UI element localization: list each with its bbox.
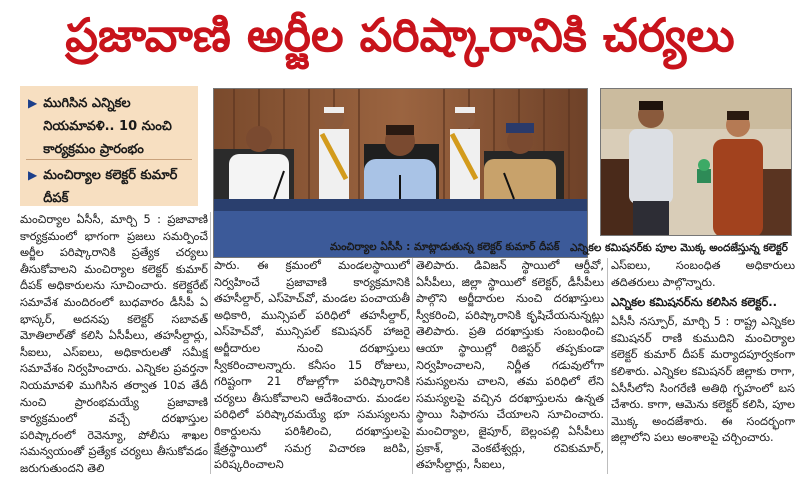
headline: ప్రజావాణి అర్జీల పరిష్కారానికి చర్యలు	[65, 8, 735, 62]
meeting-photo-illustration	[214, 89, 588, 258]
column-divider	[210, 212, 211, 474]
highlight-divider	[26, 159, 192, 160]
article-text: పారు. ఈ క్రమంలో మండలస్థాయిలో నిర్వహించే ప్రజావాణి కార్యక్రమానికి తహసీల్దార్, ఎస్‌హెచ్‌వో, మండల పంచాయతీ అధికారి, మున్సిపల్ పరిధిలో తహసీల్దార్, ఎస్‌హెచ్‌వో, మున్సిపల్ కమిషనర్ హాజరై అర్జీదారుల నుంచి దరఖాస్తులు స్వీకరించాలన్నారు. కనీసం 15 రోజులు, గరిష్టంగా 21 రోజుల్లోగా పరిష్కారానికి చర్యలు తీసుకోవాలని ఆదేశించారు. మండల పరిధిలో పరిష్కారమయ్యే భూ సమస్యలను రికార్డులను పరిశీలించి, దరఖాస్తులపై క్షేత్రస్థాయిలో సమగ్ర విచారణ జరిపి, పరిష్కరించాలని	[214, 259, 410, 472]
bullet-icon: ▶	[28, 168, 38, 182]
sub-headline: ఎన్నికల కమిషనర్‌ను కలిసిన కలెక్టర్..	[611, 295, 777, 310]
commissioner-photo	[600, 88, 792, 236]
photo-caption: మంచిర్యాల ఏసీసీ : మాట్లాడుతున్న కలెక్టర్ కుమార్ దీపక్	[330, 241, 560, 253]
highlight-text: మంచిర్యాల కలెక్టర్ కుమార్ దీపక్	[43, 168, 178, 206]
bullet-icon: ▶	[28, 96, 38, 110]
highlight-item	[28, 164, 194, 210]
article-column	[20, 212, 208, 474]
article-text: తెలిపారు. డివిజన్ స్థాయిలో ఆర్డీవో, ఏసీపీలు, జిల్లా స్థాయిలో కలెక్టర్, డీసీపీలు పాల్గొని అర్జీదారుల నుంచి దరఖాస్తులు స్వీకరించి, పరిష్కారానికి కృషిచేయనున్నట్లు తెలిపారు. ప్రతి దరఖాస్తుకు సంబంధించి ఆయా స్థాయిల్లో రిజిస్టర్ తప్పకుండా నిర్వహించాలని, నిర్ణీత గడువులోగా సమస్యలను చాలని, తమ పరిధిలో లేని సమస్యలపై వచ్చిన దరఖాస్తులను ఉన్నత స్థాయి సిఫారసు చేయాలని సూచించారు. మంచిర్యాల, జైపూర్, బెల్లంపల్లి ఏసీపీలు ప్రకాశ్, వెంకటేశ్వర్లు, రవికుమార్, తహసీల్దార్లు, సీఐలు,	[416, 259, 604, 472]
highlights-box	[20, 86, 198, 206]
column-divider	[412, 258, 413, 474]
article-column	[214, 258, 410, 474]
column-divider	[607, 258, 608, 474]
article-text: ఎస్‌ఐలు, సంబంధిత అధికారులు తదితరులు పాల్గొన్నారు.	[611, 259, 795, 289]
article-text: ఏసీసీ నస్పూర్, మార్చి 5 : రాష్ట్ర ఎన్నికల కమిషనర్ రాణి కుముదిని మంచిర్యాల కలెక్టర్ కుమార్ దీపక్ మర్యాదపూర్వకంగా కలిశారు. ఎన్నికల కమిషనర్ జిల్లాకు రాగా, ఏసీసీలోని సింగరేణి అతిథి గృహంలో బస చేశారు. కాగా, ఆమెను కలెక్టర్ కలిసి, పూల మొక్క అందజేశారు. ఈ సందర్భంగా జిల్లాలోని పలు అంశాలపై చర్చించారు.	[611, 315, 795, 445]
article-column	[611, 258, 795, 474]
article-column	[416, 258, 604, 474]
photo-caption: ఎన్నికల కమిషనర్‌కు పూల మొక్క అందజేస్తున్న కలెక్టర్	[570, 242, 788, 254]
commissioner-photo-illustration	[601, 89, 792, 236]
meeting-photo	[213, 88, 588, 258]
highlight-item	[28, 92, 194, 161]
highlight-text: ముగిసిన ఎన్నికల నియమావళి.. 10 నుంచి కార్యక్రమం ప్రారంభం	[43, 96, 172, 157]
article-text: మంచిర్యాల ఏసీసీ, మార్చి 5 : ప్రజావాణి కార్యక్రమంలో భాగంగా ప్రజలు సమర్పించే అర్జీల పరిష్కారానికి ప్రత్యేక చర్యలు తీసుకోవాలని మంచిర్యాల కలెక్టర్ కుమార్ దీపక్ అధికారులను సూచించారు. కలెక్టరేట్ సమావేశ మందిరంలో బుధవారం డీసీపీ ఏ భాస్కర్, అదనపు కలెక్టర్ సబావత్ మోతిలాల్‌తో కలిసి ఏసీపీలు, తహసీల్దార్లు, సీఐలు, ఎస్‌ఐలు, అధికారులతో సమీక్ష సమావేశం నిర్వహించారు. ఎన్నికల ప్రవర్తనా నియమావళి ముగిసిన తర్వాత 10వ తేదీ నుంచి ప్రారంభమయ్యే ప్రజావాణి కార్యక్రమంలో వచ్చే దరఖాస్తుల పరిష్కారంలో రెవెన్యూ, పోలీసు శాఖల సమన్వయంతో ప్రత్యేక చర్యలు తీసుకోవడం జరుగుతుందని తెలి	[20, 213, 208, 474]
